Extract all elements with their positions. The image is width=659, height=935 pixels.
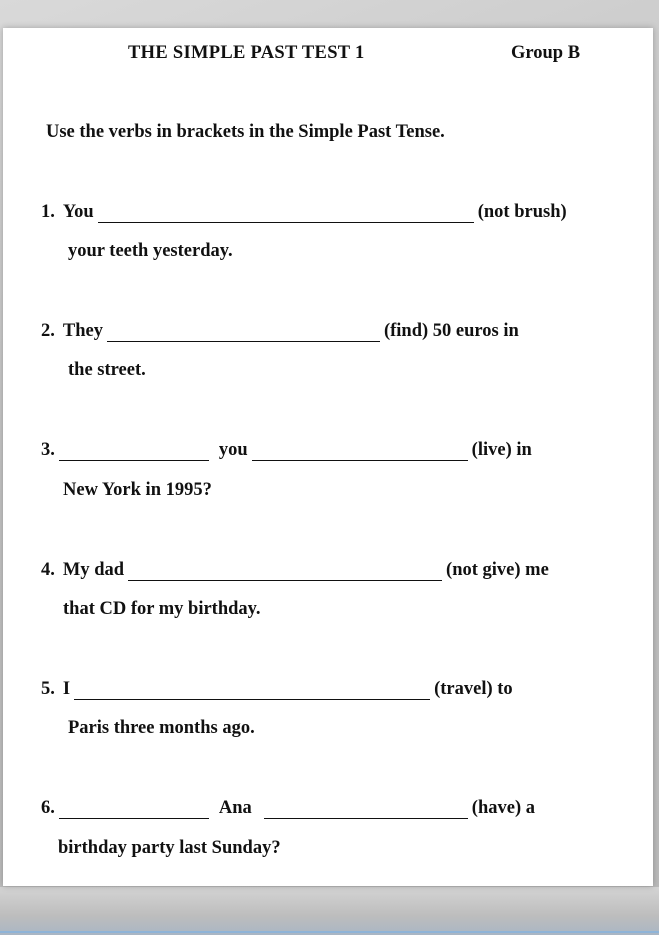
question-number: 4.	[41, 560, 55, 580]
answer-blank-1[interactable]	[59, 802, 209, 819]
question-2-line-1	[41, 321, 519, 342]
question-number: 6.	[41, 798, 55, 818]
question-6-line-1	[41, 798, 535, 819]
question-text: you	[218, 440, 248, 460]
question-number: 5.	[41, 679, 55, 699]
question-text: You	[62, 202, 94, 222]
answer-blank[interactable]	[128, 564, 442, 581]
question-5-line-1	[41, 679, 513, 700]
answer-blank[interactable]	[74, 683, 430, 700]
verb-hint: (live) in	[471, 440, 532, 460]
question-3-line-2: New York in 1995?	[63, 480, 212, 500]
group-label: Group B	[511, 43, 581, 63]
background-strip	[0, 887, 659, 935]
verb-hint: (find) 50 euros in	[383, 321, 519, 341]
question-number: 1.	[41, 202, 55, 222]
question-1-line-2: your teeth yesterday.	[68, 241, 233, 261]
question-text: I	[62, 679, 71, 699]
worksheet-title: THE SIMPLE PAST TEST 1	[128, 43, 365, 63]
question-2-line-2: the street.	[68, 360, 146, 380]
question-number: 2.	[41, 321, 55, 341]
answer-blank[interactable]	[98, 206, 474, 223]
question-4-line-1	[41, 560, 549, 581]
question-3-line-1	[41, 440, 532, 461]
question-text: My dad	[62, 560, 125, 580]
question-1-line-1	[41, 202, 567, 223]
instructions: Use the verbs in brackets in the Simple Past Tense.	[46, 122, 445, 142]
question-number: 3.	[41, 440, 55, 460]
background-line	[0, 931, 659, 933]
answer-blank-1[interactable]	[59, 444, 209, 461]
verb-hint: (not brush)	[477, 202, 567, 222]
question-text: They	[62, 321, 103, 341]
verb-hint: (have) a	[471, 798, 535, 818]
question-5-line-2: Paris three months ago.	[68, 718, 255, 738]
question-6-line-2: birthday party last Sunday?	[58, 838, 281, 858]
answer-blank-2[interactable]	[264, 802, 468, 819]
answer-blank[interactable]	[107, 325, 380, 342]
verb-hint: (travel) to	[434, 679, 513, 699]
question-4-line-2: that CD for my birthday.	[63, 599, 261, 619]
answer-blank-2[interactable]	[252, 444, 468, 461]
verb-hint: (not give) me	[446, 560, 549, 580]
question-text: Ana	[218, 798, 252, 818]
